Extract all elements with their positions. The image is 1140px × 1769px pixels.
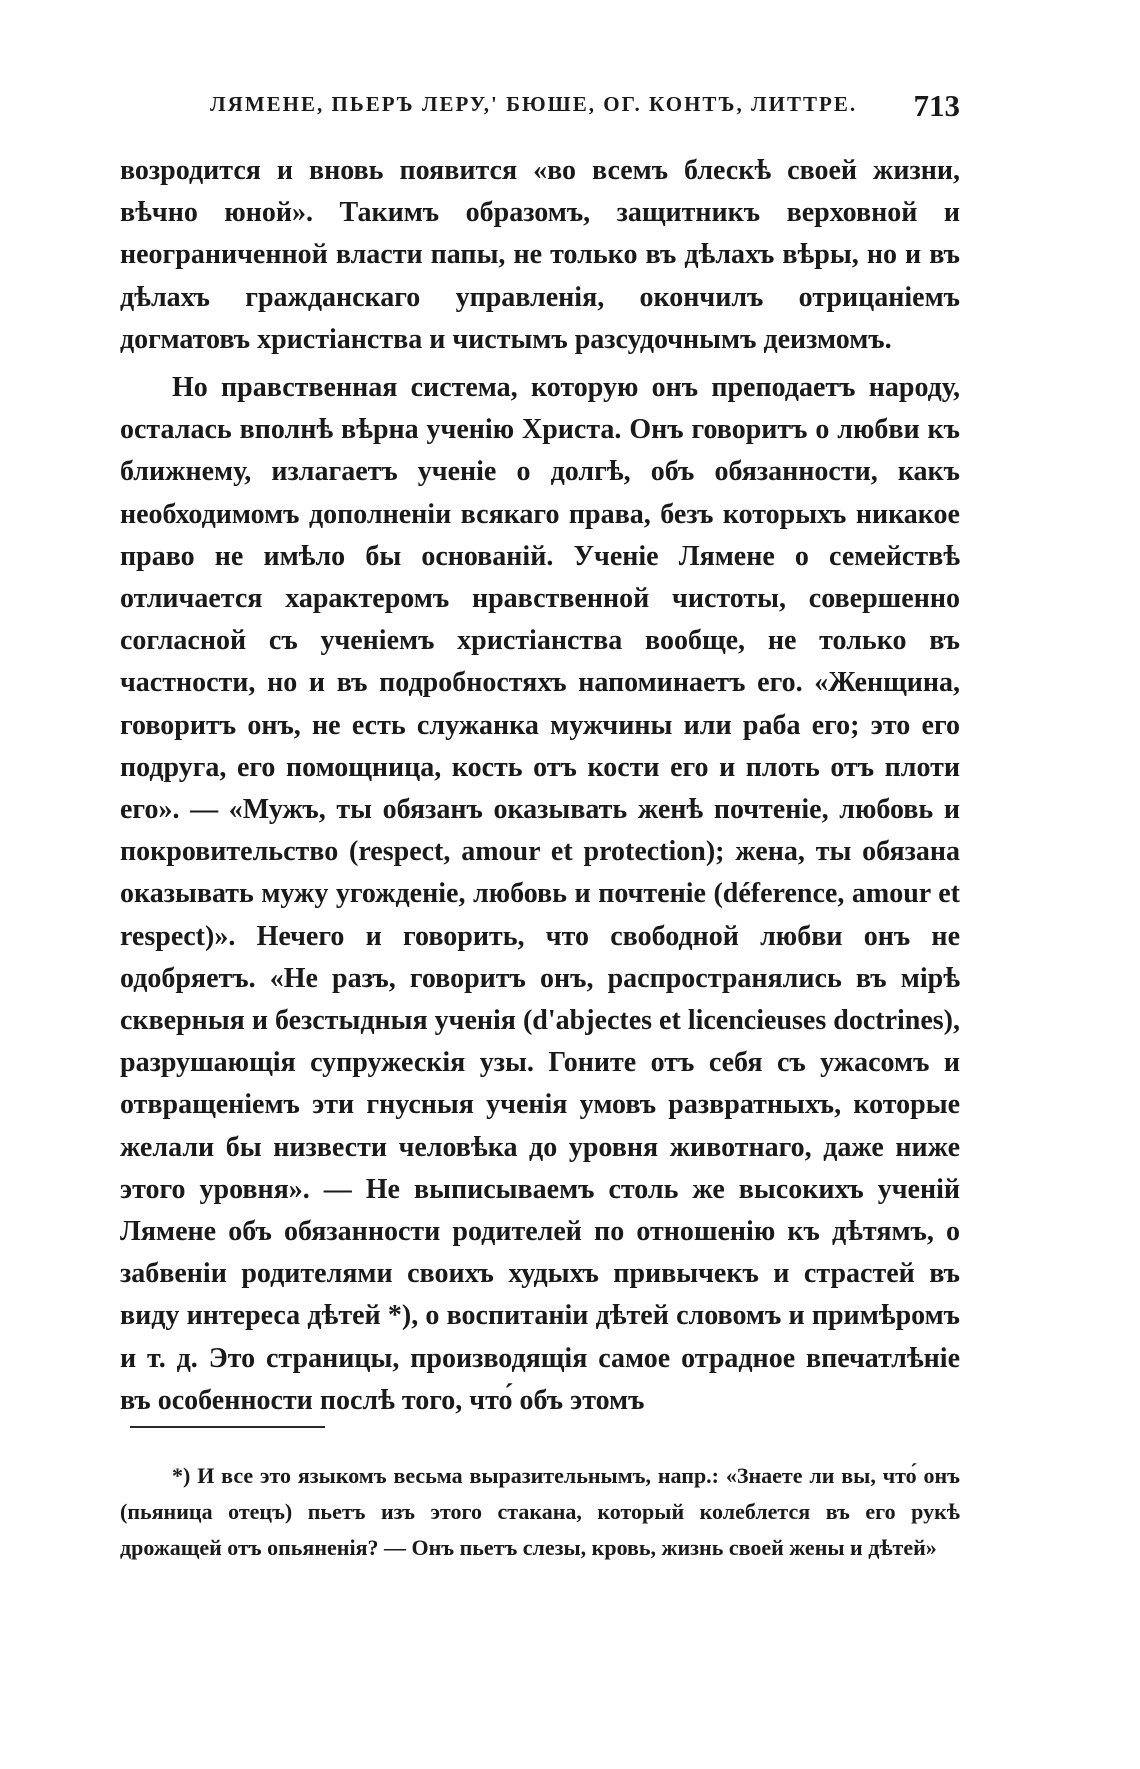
- footnote-rule: [130, 1426, 325, 1428]
- page-number: 713: [913, 88, 960, 123]
- paragraph-continued: возродится и вновь появится «во всемъ блескѣ своей жизни, вѣчно юной». Такимъ образомъ, защитникъ верховной и неограниченной власти папы, не только въ дѣлахъ вѣры, но и въ дѣлахъ гражданскаго управленія, окончилъ отрицаніемъ догматовъ христіанства и чистымъ разсудочнымъ деизмомъ.: [120, 155, 960, 355]
- body-text: [120, 150, 960, 1422]
- running-head: [120, 88, 960, 132]
- paragraph-moral-system: Но правственная система, которую онъ преподаетъ народу, осталась вполнѣ вѣрна ученію Христа. Онъ говоритъ о любви къ ближнему, излагаетъ ученіе о долгѣ, объ обязанности, какъ необходимомъ дополненіи всякаго права, безъ которыхъ никакое право не имѣло бы основаній. Ученіе Лямене о семействѣ отличается характеромъ нравственной чистоты, совершенно согласной съ ученіемъ христіанства вообще, не только въ частности, но и въ подробностяхъ напоминаетъ его. «Женщина, говоритъ онъ, не есть служанка мужчины или раба его; это его подруга, его помощница, кость отъ кости его и плоть отъ плоти его». — «Мужъ, ты обязанъ оказывать женѣ почтеніе, любовь и покровительство (respect, amour et protection); жена, ты обязана оказывать мужу угожденіе, любовь и почтеніе (déference, amour et respect)». Нечего и говорить, что свободной любви онъ не одобряетъ. «Не разъ, говоритъ онъ, распространялись въ мірѣ скверныя и безстыдныя ученія (d'abjectes et licencieuses doctrines), разрушающія супружескія узы. Гоните отъ себя съ ужасомъ и отвращеніемъ эти гнусныя ученія умовъ развратныхъ, которые желали бы низвести человѣка до уровня животнаго, даже ниже этого уровня». — Не выписываемъ столь же высокихъ ученій Лямене объ обязанности родителей по отношенію къ дѣтямъ, о забвеніи родителями своихъ худыхъ привычекъ и страстей въ виду интереса дѣтей *), о воспитаніи дѣтей словомъ и примѣромъ и т. д. Это страницы, производящія самое отрадное впечатлѣніе въ особенности послѣ того, что́ объ этомъ: [120, 372, 960, 1416]
- running-title: ЛЯМЕНЕ, ПЬЕРЪ ЛЕРУ,' БЮШЕ, ОГ. КОНТЪ, ЛИТТРЕ.: [210, 92, 858, 116]
- book-page: [120, 0, 960, 1769]
- footnote: *) И все это языкомъ весьма выразительнымъ, напр.: «Знаете ли вы, что́ онъ (пьяница отецъ) пьетъ изъ этого стакана, который колеблется въ его рукѣ дрожащей отъ опьяненія? — Онъ пьетъ слезы, кровь, жизнь своей жены и дѣтей»: [120, 1463, 960, 1560]
